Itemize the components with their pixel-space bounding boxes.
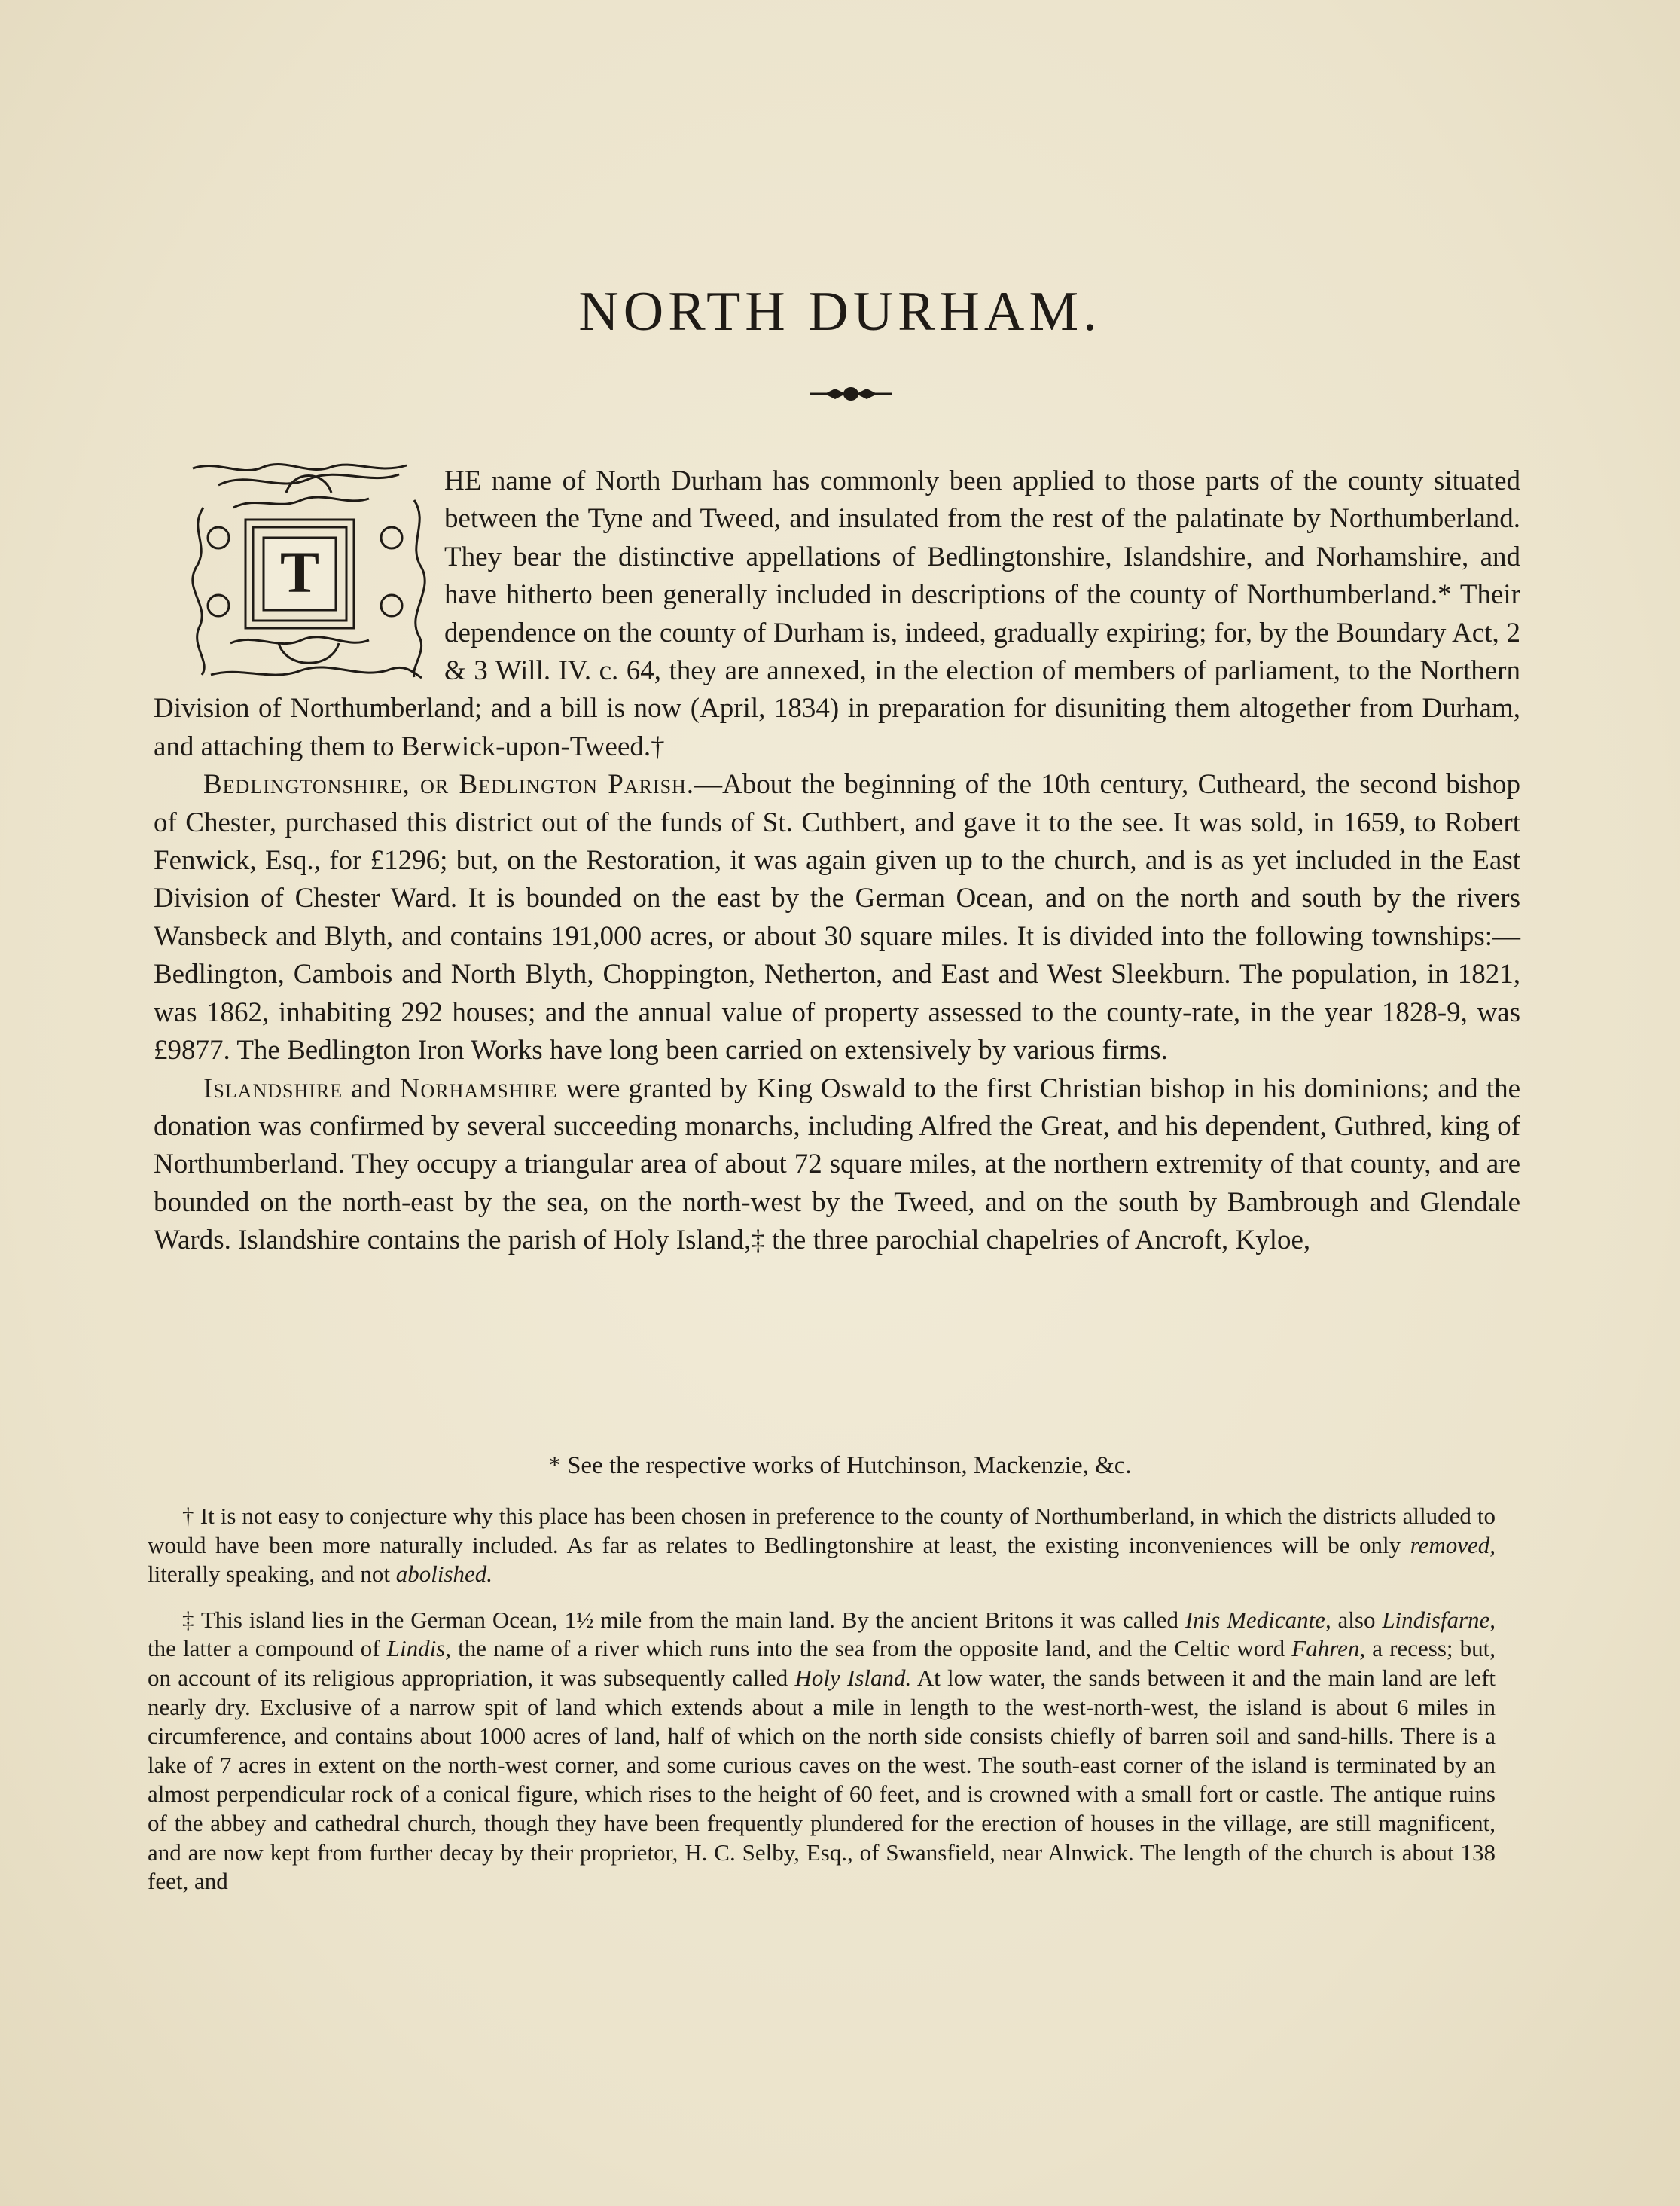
footnote-ddagger-text: a recess; but, on account of its religious appropriation, it was subsequently called [148, 1635, 1496, 1691]
footnote-ddagger-italic: Fahren, [1291, 1635, 1366, 1662]
section-heading-bedlingtonshire: Bedlingtonshire, or Bedlington Parish. [203, 769, 695, 801]
footnote-ddagger-text: the name of a river which runs into the sea from the opposite land, and the Celtic word [451, 1635, 1292, 1662]
footnote-ddagger-text: At low water, the sands between it and the main land are left nearly dry. Exclusive of a narrow spit of land which extends about a mile in length to the west-north-west, the island is about 6 miles in circumference, and contains about 1000 acres of land, half of which on the north side consists chiefly of barren soil and sand-hills. There is a lake of 7 acres in extent on the north-west corner, and some curious caves on the west. The south-east corner of the island is terminated by an almost perpendicular rock of a conical figure, which rises to the height of 60 feet, and is crowned with a small fort or castle. The antique ruins of the abbey and cathedral church, though they have been frequently plundered for the erection of houses in the village, are still magnificent, and are now kept from further decay by their proprietor, H. C. Selby, Esq., of Swansfield, near Alnwick. The length of the church is about 138 feet, and [148, 1664, 1496, 1895]
paragraph-bedlingtonshire [154, 766, 1520, 1069]
footnote-dagger-italic: removed, [1410, 1531, 1496, 1558]
footnote-ddagger-text: ‡ This island lies in the German Ocean, 1½ mile from the main land. By the ancient Britons it was called [182, 1606, 1185, 1633]
page-title: NORTH DURHAM. [578, 281, 1102, 343]
footnotes [148, 1502, 1496, 1896]
footnote-ddagger-text: the latter a compound of [148, 1635, 387, 1662]
footnote-double-dagger [148, 1606, 1496, 1896]
section-heading-norhamshire: Norhamshire [399, 1072, 558, 1104]
section-heading-islandshire: Islandshire [203, 1072, 343, 1104]
footnote-ddagger-italic: Lindisfarne, [1382, 1606, 1496, 1633]
paragraph-intro-text: HE name of North Durham has commonly been applied to those parts of the county situated between the Tyne and Tweed, and insulated from the rest of the palatinate by Northumberland. They bear the distinctive appellations of Bedlingtonshire, Islandshire, and Norhamshire, and have hitherto been generally included in descriptions of the county of Northumberland.* Their dependence on the county of Durham is, indeed, gradually expiring; for, by the Boundary Act, 2 & 3 Will. IV. c. 64, they are annexed, in the election of members of parliament, to the Northern Division of Northumberland; and a bill is now (April, 1834) in preparation for disuniting them altogether from Durham, and attaching them to Berwick-upon-Tweed.† [154, 465, 1520, 762]
paragraph-islandshire-text: were granted by King Oswald to the first Christian bishop in his dominions; and the donation was confirmed by several succeeding monarchs, including Alfred the Great, and his dependent, Guthred, king of Northumberland. They occupy a triangular area of about 72 square miles, at the northern extremity of that county, and are bounded on the north-east by the sea, on the north-west by the Tweed, and on the south by Bambrough and Glendale Wards. Islandshire contains the parish of Holy Island,‡ the three parochial chapelries of Ancroft, Kyloe, [154, 1072, 1520, 1256]
footnote-ddagger-text: also [1331, 1606, 1383, 1633]
footnote-ddagger-italic: Holy Island. [794, 1664, 912, 1691]
footnote-dagger [148, 1502, 1496, 1589]
footnote-dagger-text: literally speaking, and not [148, 1561, 396, 1588]
connector-and: and [343, 1072, 400, 1104]
footnote-ddagger-italic: Lindis, [386, 1635, 451, 1662]
footnote-ddagger-italic: Inis Medicante, [1185, 1606, 1331, 1633]
paragraph-bedlingtonshire-text: —About the beginning of the 10th century, Cutheard, the second bishop of Chester, purchased this district out of the funds of St. Cuthbert, and gave it to the see. It was sold, in 1659, to Robert Fenwick, Esq., for £1296; but, on the Restoration, it was again given up to the church, and is as yet included in the East Division of Chester Ward. It is bounded on the east by the German Ocean, and on the north and south by the rivers Wansbeck and Blyth, and contains 191,000 acres, or about 30 square miles. It is divided into the following townships:—Bedlington, Cambois and North Blyth, Choppington, Netherton, and East and West Sleekburn. The population, in 1821, was 1862, inhabiting 292 houses; and the annual value of property assessed to the county-rate, in the year 1828-9, was £9877. The Bedlington Iron Works have long been carried on extensively by various firms. [154, 769, 1520, 1066]
paragraph-islandshire [154, 1070, 1520, 1260]
footnote-dagger-italic: abolished. [395, 1561, 493, 1588]
ornament-divider-icon [810, 383, 892, 405]
ornamental-initial [188, 462, 434, 682]
footnote-star: * See the respective works of Hutchinson, Mackenzie, &c. [548, 1452, 1132, 1479]
footnote-dagger-text: † It is not easy to conjecture why this place has been chosen in preference to the county of Northumberland, in which the districts alluded to would have been more naturally included. As far as relates to Bedlingtonshire at least, the existing inconveniences will be only [148, 1503, 1496, 1558]
main-text [154, 462, 1520, 1260]
drop-cap-letter: T [279, 539, 320, 605]
